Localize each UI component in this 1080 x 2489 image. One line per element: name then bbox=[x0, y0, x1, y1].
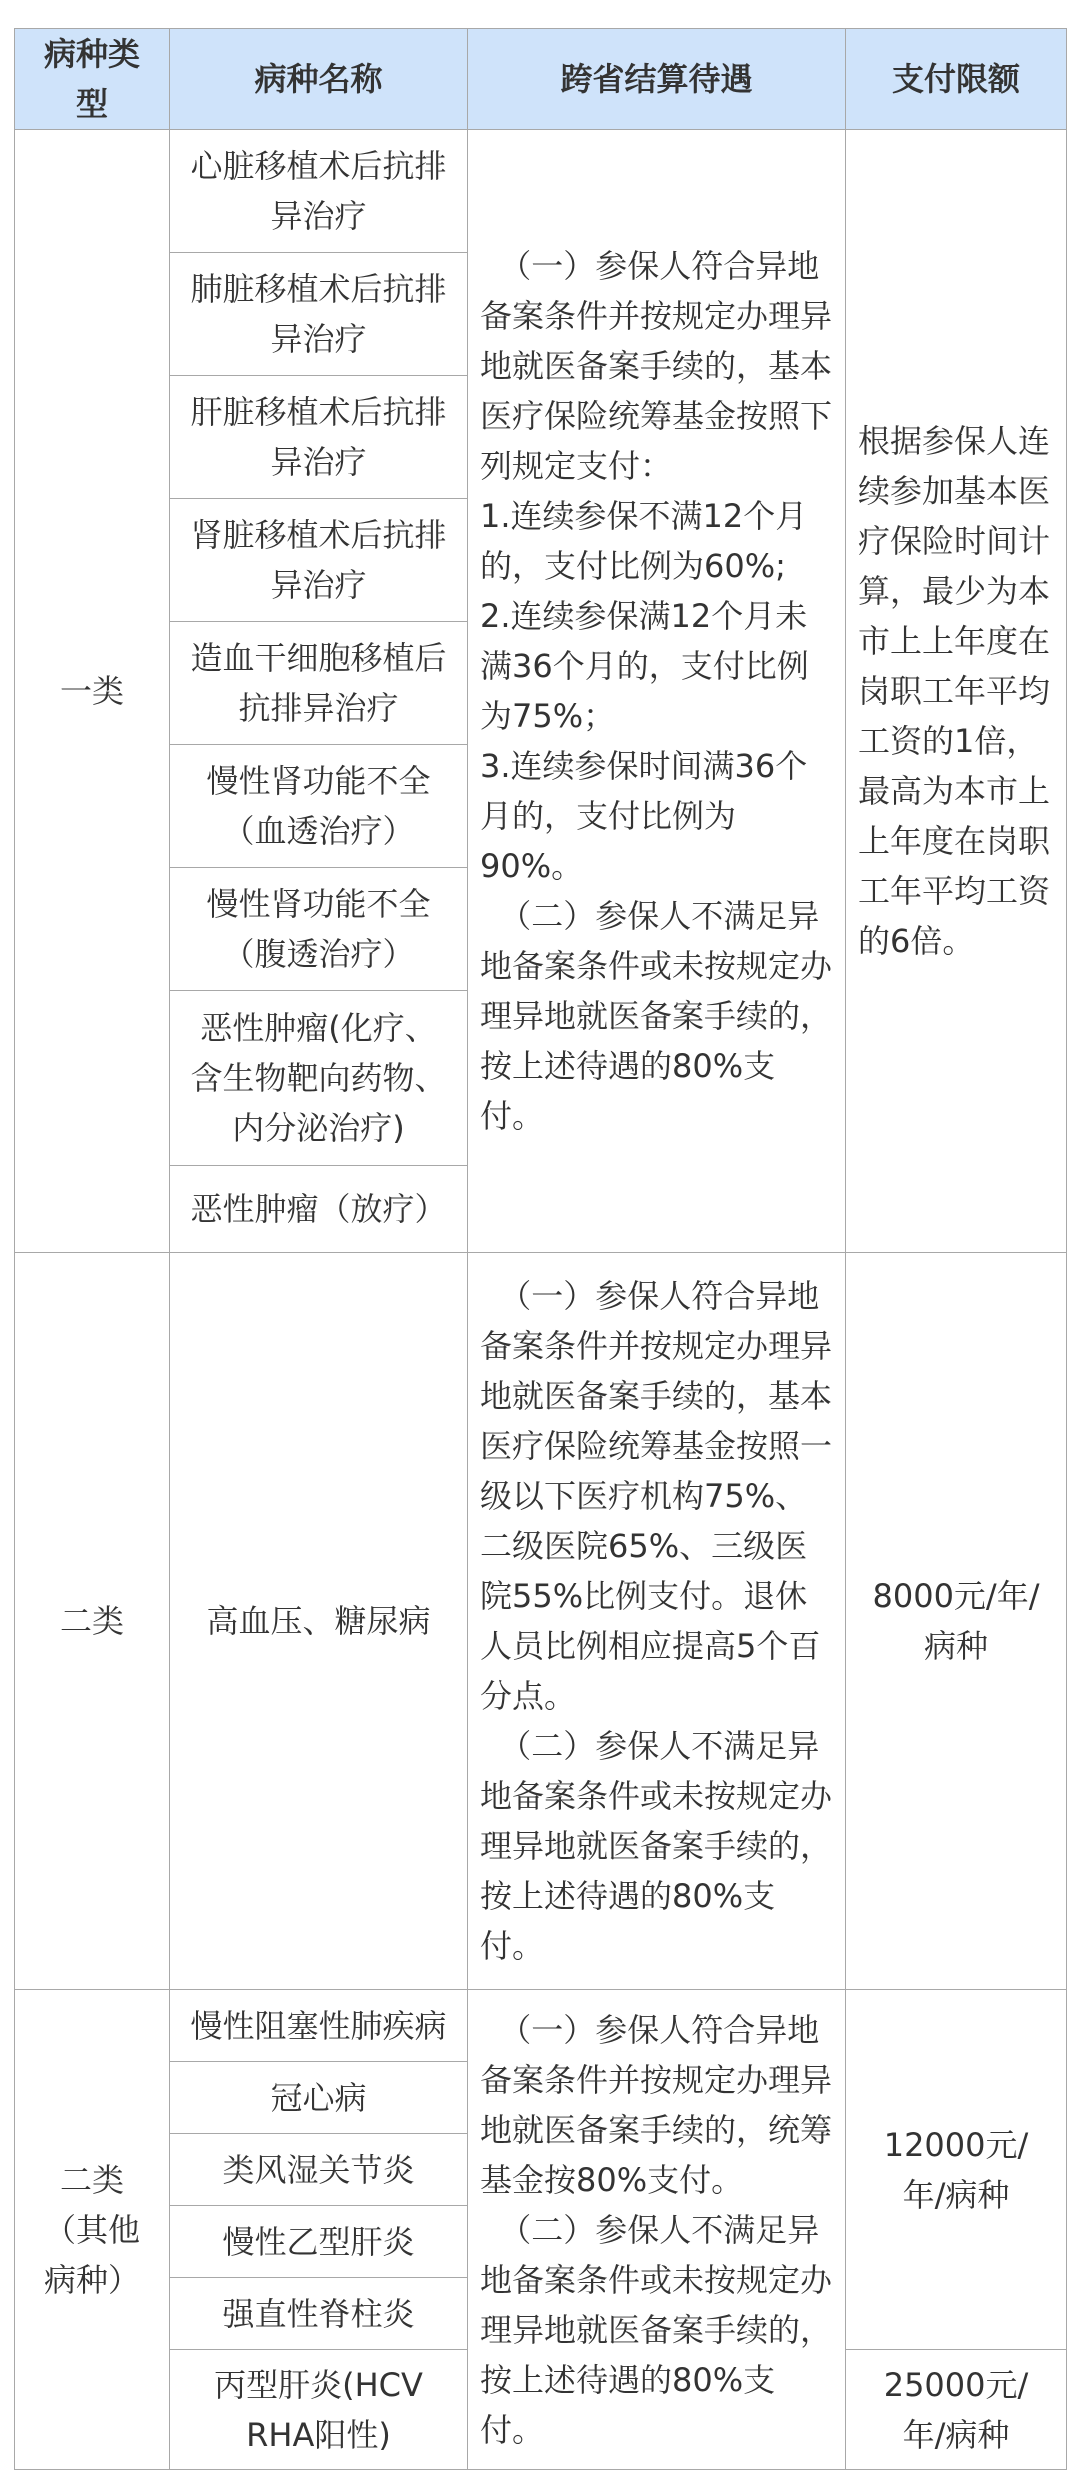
benefit-paragraph: 1.连续参保不满12个月的，支付比例为60%; bbox=[480, 497, 808, 585]
header-benefit: 跨省结算待遇 bbox=[468, 29, 846, 130]
header-name: 病种名称 bbox=[170, 29, 468, 130]
benefit-paragraph: （一）参保人符合异地备案条件并按规定办理异地就医备案手续的，统筹基金按80%支付。 bbox=[480, 2010, 833, 2199]
disease-cell: 慢性阻塞性肺疾病 bbox=[170, 1990, 468, 2062]
disease-cell: 强直性脊柱炎 bbox=[170, 2278, 468, 2350]
disease-cell: 恶性肿瘤(化疗、含生物靶向药物、内分泌治疗) bbox=[170, 991, 468, 1166]
disease-cell: 慢性肾功能不全（腹透治疗） bbox=[170, 868, 468, 991]
benefit-paragraph: （二）参保人不满足异地备案条件或未按规定办理异地就医备案手续的，按上述待遇的80%支付。 bbox=[480, 2210, 833, 2449]
limit-cell: 根据参保人连续参加基本医疗保险时间计算，最少为本市上上年度在岗职工年平均工资的1倍，最高为本市上上年度在岗职工年平均工资的6倍。 bbox=[846, 130, 1067, 1253]
limit-cell: 25000元/年/病种 bbox=[846, 2350, 1067, 2470]
benefit-cell bbox=[468, 1990, 846, 2470]
benefit-cell bbox=[468, 130, 846, 1253]
disease-cell: 高血压、糖尿病 bbox=[170, 1253, 468, 1990]
benefit-paragraph: 2.连续参保满12个月未满36个月的，支付比例为75%； bbox=[480, 597, 809, 735]
benefit-paragraph: （一）参保人符合异地备案条件并按规定办理异地就医备案手续的，基本医疗保险统筹基金按照一级以下医疗机构75%、二级医院65%、三级医院55%比例支付。退休人员比例相应提高5个百分点。 bbox=[480, 1277, 833, 1715]
disease-cell: 肝脏移植术后抗排异治疗 bbox=[170, 376, 468, 499]
table-row bbox=[15, 130, 1067, 253]
disease-cell: 恶性肿瘤（放疗） bbox=[170, 1166, 468, 1253]
disease-cell: 类风湿关节炎 bbox=[170, 2134, 468, 2206]
disease-cell: 丙型肝炎(HCV RHA阳性) bbox=[170, 2350, 468, 2470]
disease-cell: 慢性肾功能不全（血透治疗） bbox=[170, 745, 468, 868]
header-limit: 支付限额 bbox=[846, 29, 1067, 130]
disease-cell: 慢性乙型肝炎 bbox=[170, 2206, 468, 2278]
type-cell: 二类 bbox=[15, 1253, 170, 1990]
benefit-cell bbox=[468, 1253, 846, 1990]
type-cell: 二类（其他病种） bbox=[15, 1990, 170, 2470]
table-header-row bbox=[15, 29, 1067, 130]
header-type: 病种类型 bbox=[15, 29, 170, 130]
benefit-paragraph: （二）参保人不满足异地备案条件或未按规定办理异地就医备案手续的，按上述待遇的80%支付。 bbox=[480, 897, 833, 1135]
limit-cell: 12000元/年/病种 bbox=[846, 1990, 1067, 2350]
limit-cell: 8000元/年/病种 bbox=[846, 1253, 1067, 1990]
disease-cell: 冠心病 bbox=[170, 2062, 468, 2134]
benefit-paragraph: （二）参保人不满足异地备案条件或未按规定办理异地就医备案手续的，按上述待遇的80%支付。 bbox=[480, 1727, 833, 1965]
benefit-paragraph: 3.连续参保时间满36个月的，支付比例为90%。 bbox=[480, 747, 808, 885]
benefit-paragraph: （一）参保人符合异地备案条件并按规定办理异地就医备案手续的，基本医疗保险统筹基金按照下列规定支付： bbox=[480, 247, 833, 485]
table-row bbox=[15, 1990, 1067, 2062]
disease-cell: 肺脏移植术后抗排异治疗 bbox=[170, 253, 468, 376]
insurance-table bbox=[14, 28, 1067, 2470]
table-row bbox=[15, 1253, 1067, 1990]
type-cell: 一类 bbox=[15, 130, 170, 1253]
disease-cell: 造血干细胞移植后抗排异治疗 bbox=[170, 622, 468, 745]
disease-cell: 心脏移植术后抗排异治疗 bbox=[170, 130, 468, 253]
disease-cell: 肾脏移植术后抗排异治疗 bbox=[170, 499, 468, 622]
